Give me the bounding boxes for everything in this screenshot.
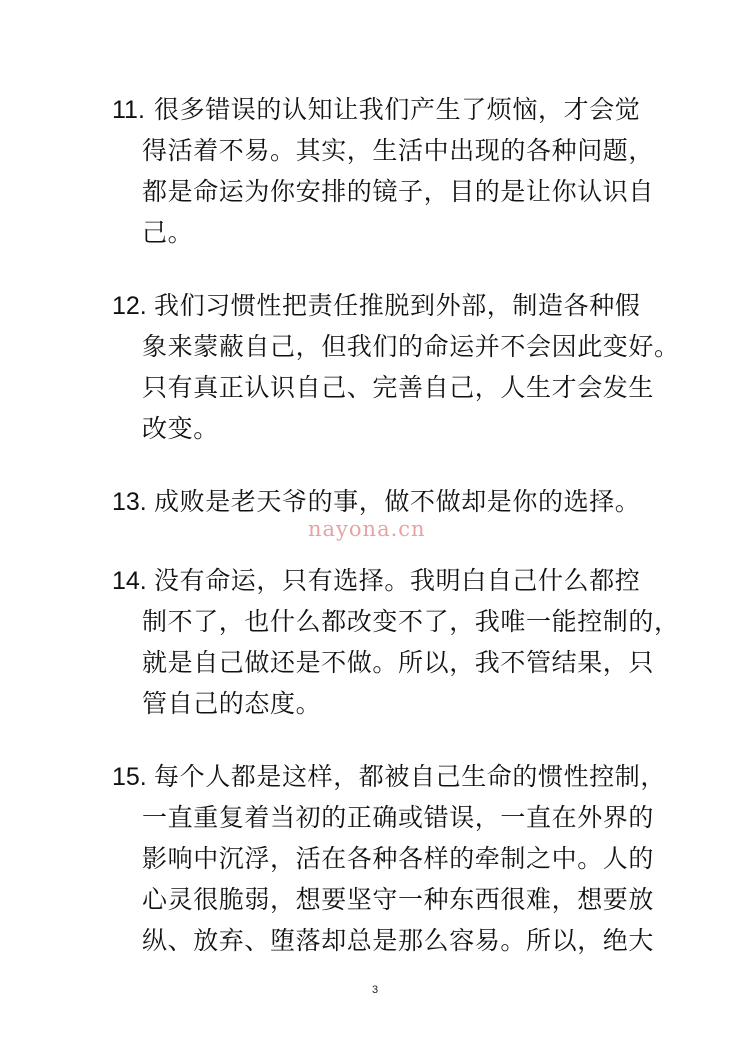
paragraph-number: 14. — [112, 567, 147, 595]
paragraph-line: 成败是老天爷的事，做不做却是你的选择。 — [154, 487, 641, 516]
paragraph-line: 没有命运，只有选择。我明白自己什么都控 — [154, 566, 641, 595]
paragraph-line: 每个人都是这样，都被自己生命的惯性控制， — [154, 762, 667, 791]
paragraph-line: 纵、放弃、堕落却总是那么容易。所以，绝大 — [142, 926, 655, 955]
paragraph-line: 管自己的态度。 — [142, 689, 322, 718]
paragraph-number: 12. — [112, 292, 147, 320]
paragraph-line: 很多错误的认知让我们产生了烦恼，才会觉 — [154, 95, 641, 124]
paragraph-line: 己。 — [142, 218, 194, 247]
paragraph-number: 13. — [112, 488, 147, 516]
paragraph-line: 影响中沉浮，活在各种各样的牵制之中。人的 — [142, 844, 655, 873]
paragraph-line: 都是命运为你安排的镜子，目的是让你认识自 — [142, 177, 655, 206]
paragraph-line: 我们习惯性把责任推脱到外部，制造各种假 — [154, 291, 641, 320]
paragraph-number: 15. — [112, 763, 147, 791]
paragraph-line: 就是自己做还是不做。所以，我不管结果，只 — [142, 648, 655, 677]
paragraph-line: 一直重复着当初的正确或错误，一直在外界的 — [142, 803, 655, 832]
paragraph-line: 只有真正认识自己、完善自己，人生才会发生 — [142, 373, 655, 402]
watermark: nayona.cn — [308, 517, 426, 541]
paragraph-line: 象来蒙蔽自己，但我们的命运并不会因此变好。 — [142, 332, 680, 361]
paragraph-line: 改变。 — [142, 414, 219, 443]
paragraph-number: 11. — [112, 96, 145, 124]
page-number: 3 — [371, 984, 379, 996]
paragraph-line: 心灵很脆弱，想要坚守一种东西很难，想要放 — [142, 885, 655, 914]
paragraph-line: 得活着不易。其实，生活中出现的各种问题， — [142, 136, 655, 165]
paragraph-line: 制不了，也什么都改变不了，我唯一能控制的， — [142, 607, 680, 636]
